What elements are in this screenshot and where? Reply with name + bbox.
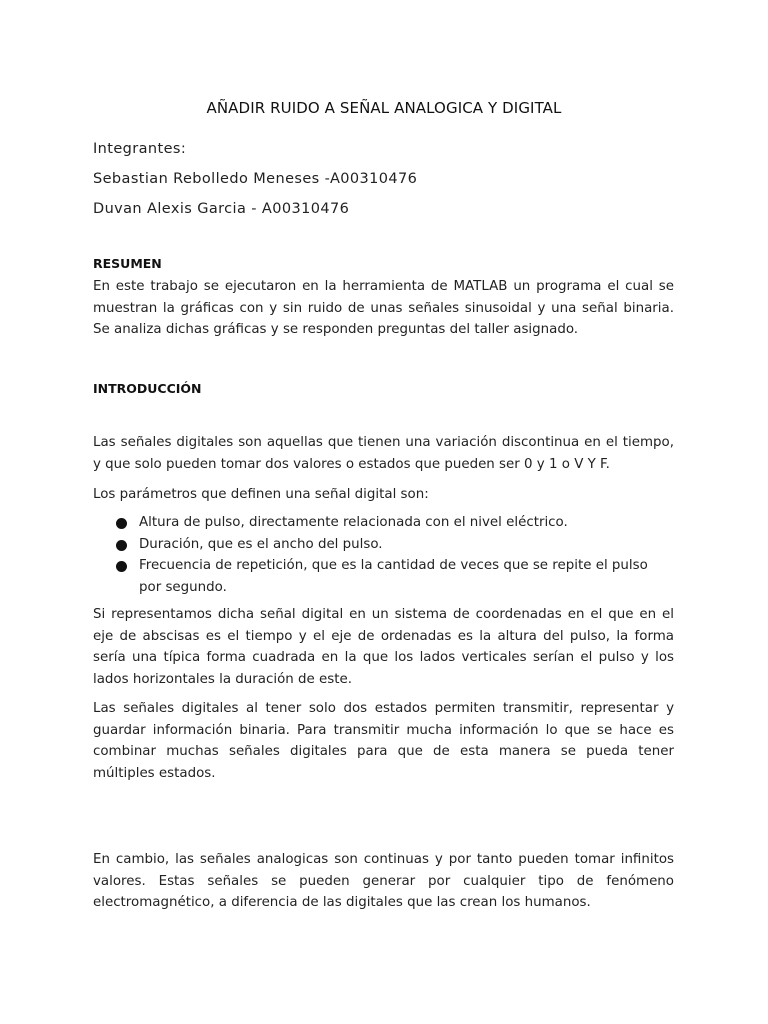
document-title: AÑADIR RUIDO A SEÑAL ANALOGICA Y DIGITAL	[206, 99, 562, 117]
bullet-icon	[116, 540, 127, 551]
list-item-text: Duración, que es el ancho del pulso.	[139, 536, 383, 552]
resumen-paragraph: En este trabajo se ejecutaron en la herramienta de MATLAB un programa el cual se muestran la gráficas con y sin ruido de unas señales sinusoidal y una señal binaria. Se analiza dichas gráficas y se responden preguntas del taller asignado.	[93, 279, 674, 338]
intro-paragraph-3: Si representamos dicha señal digital en un sistema de coordenadas en el que en el eje de abscisas es el tiempo y el eje de ordenadas es la altura del pulso, la forma sería una típica forma cuadrada en la que los lados verticales serían el pulso y los lados horizontales la duración de este.	[93, 607, 674, 687]
author-2: Duvan Alexis Garcia - A00310476	[93, 201, 350, 217]
list-item	[93, 534, 674, 556]
author-1: Sebastian Rebolledo Meneses -A00310476	[93, 171, 418, 187]
intro-paragraph-5: En cambio, las señales analogicas son continuas y por tanto pueden tomar infinitos valores. Estas señales se pueden generar por cualquier tipo de fenómeno electromagnético, a diferencia de las digitales que las crean los humanos.	[93, 852, 674, 911]
list-item-text: Frecuencia de repetición, que es la cantidad de veces que se repite el pulso por segundo.	[139, 558, 648, 595]
integrantes-label: Integrantes:	[93, 141, 187, 157]
introduccion-heading: INTRODUCCIÓN	[93, 381, 202, 396]
intro-paragraph-2: Los parámetros que definen una señal digital son:	[93, 487, 429, 502]
parameters-list	[93, 512, 674, 598]
intro-paragraph-1: Las señales digitales son aquellas que tienen una variación discontinua en el tiempo, y que solo pueden tomar dos valores o estados que pueden ser 0 y 1 o V Y F.	[93, 435, 674, 472]
list-item-text: Altura de pulso, directamente relacionada con el nivel eléctrico.	[139, 515, 568, 530]
list-item	[93, 555, 674, 598]
bullet-icon	[116, 561, 127, 572]
intro-paragraph-4: Las señales digitales al tener solo dos estados permiten transmitir, representar y guardar información binaria. Para transmitir mucha información lo que se hace es combinar muchas señales digitales para que de esta manera se pueda tener múltiples estados.	[93, 701, 674, 781]
list-item	[93, 512, 674, 534]
bullet-icon	[116, 518, 127, 529]
resumen-heading: RESUMEN	[93, 256, 162, 271]
